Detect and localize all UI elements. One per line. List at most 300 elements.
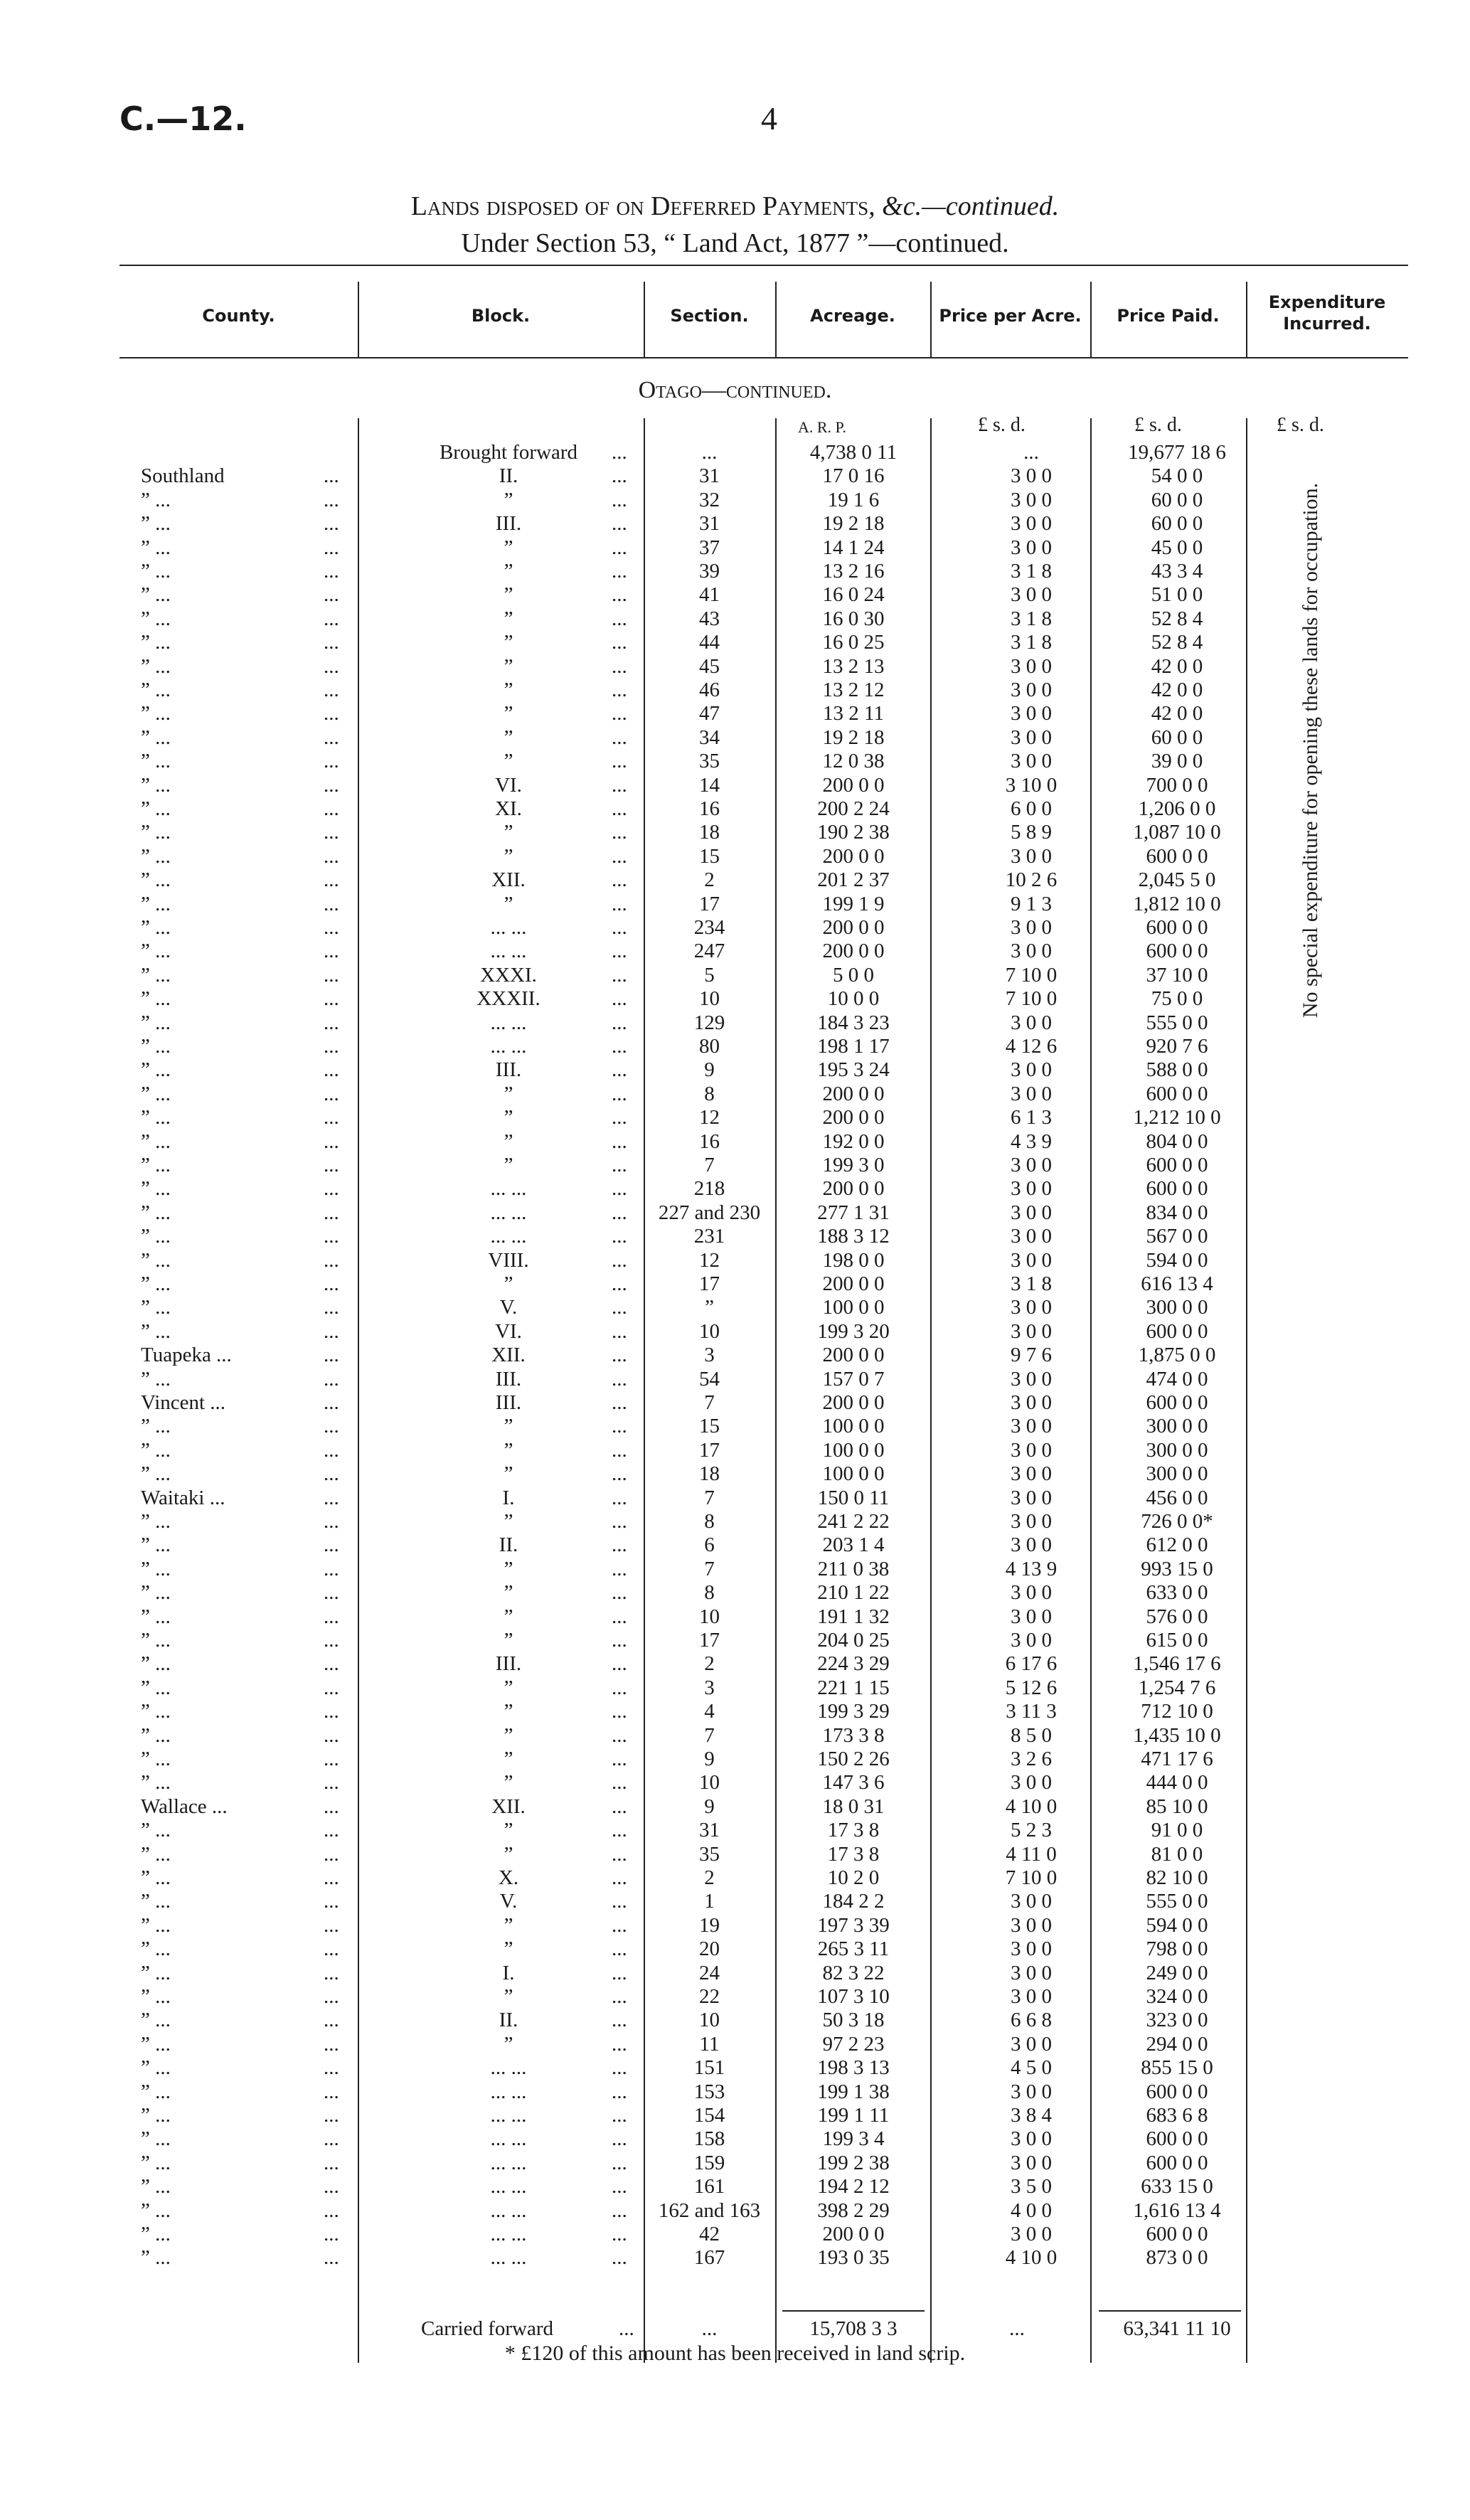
row-block-dots: ... [612,725,627,749]
row-price-per-acre: 3 0 0 [1011,679,1052,701]
row-county: ” ... [141,560,171,583]
row-price-paid: 567 0 0 [1146,1225,1208,1248]
row-block-dots: ... [612,1248,627,1272]
row-price-per-acre: 5 8 9 [1011,821,1052,844]
table-row [0,1700,1470,1724]
row-price-paid: 834 0 0 [1146,1201,1208,1224]
row-block-dots: ... [612,1177,627,1201]
row-price-per-acre: 3 0 0 [1011,1367,1052,1391]
row-block-dots: ... [612,560,627,583]
row-price-paid: 576 0 0 [1146,1605,1208,1628]
row-block-dots: ... [612,1723,627,1747]
row-price-per-acre: 3 0 0 [1011,464,1052,488]
row-acreage: 199 3 0 [822,1154,885,1176]
row-county: ” ... [141,844,171,868]
row-block: ” [504,702,513,725]
row-block: VI. [495,1319,522,1343]
row-price-per-acre: 3 1 8 [1011,607,1052,630]
row-price-paid: 600 0 0 [1146,2127,1208,2151]
row-county: ” ... [141,1771,171,1795]
row-block: ” [504,1676,513,1699]
row-section: 227 and 230 [658,1201,761,1224]
row-county: ” ... [141,1819,171,1842]
row-county-dots: ... [324,2199,339,2222]
row-block-dots: ... [612,844,627,868]
row-price-per-acre: 3 0 0 [1011,1486,1052,1509]
row-acreage: 191 1 32 [817,1605,890,1628]
row-section: 10 [699,1319,720,1343]
table-row [0,964,1470,988]
row-section: 17 [699,1272,720,1295]
table-row [0,1249,1470,1273]
row-county: ” ... [141,963,171,987]
table-title [0,191,1470,222]
row-section: 6 [704,1533,715,1557]
row-block: ” [504,679,513,701]
row-block-dots: ... [612,1676,627,1699]
row-price-per-acre: 3 0 0 [1011,1605,1052,1628]
row-county-dots: ... [324,1201,339,1224]
row-acreage: 211 0 38 [817,1557,890,1580]
row-acreage: 221 1 15 [817,1676,890,1699]
row-county: ” ... [141,1154,171,1176]
row-price-per-acre: 3 0 0 [1011,2127,1052,2151]
carried-forward-acreage: 15,708 3 3 [809,2317,898,2340]
row-price-per-acre: 3 0 0 [1011,1391,1052,1414]
row-acreage: 13 2 16 [822,560,885,583]
row-section: 32 [699,488,720,511]
row-block: XII. [491,868,526,892]
row-block-dots: ... [612,1866,627,1889]
row-block-dots: ... [612,2199,627,2222]
row-acreage: 17 3 8 [827,1819,880,1842]
row-block-dots: ... [612,2032,627,2056]
row-price-per-acre: 9 7 6 [1011,1344,1052,1367]
row-acreage: 190 2 38 [817,821,890,844]
row-county: Southland [141,464,225,488]
row-acreage: 197 3 39 [817,1913,890,1937]
row-county: ” ... [141,1533,171,1557]
row-section: 18 [699,821,720,844]
row-county: ” ... [141,607,171,630]
table-row [0,1819,1470,1843]
row-section: 47 [699,702,720,725]
row-county-dots: ... [324,1272,339,1295]
row-county: ” ... [141,1082,171,1105]
row-acreage: 16 0 25 [822,631,885,654]
row-county-dots: ... [324,1438,339,1462]
carried-forward-row [0,2317,1470,2341]
row-block-dots: ... [612,1629,627,1652]
row-block-dots: ... [612,1415,627,1438]
row-price-paid: 600 0 0 [1146,940,1208,963]
row-block-dots: ... [612,1581,627,1605]
row-county-dots: ... [324,1961,339,1984]
row-county: ” ... [141,868,171,892]
row-section: 2 [704,868,715,892]
row-price-per-acre: 3 1 8 [1011,1272,1052,1295]
row-county-dots: ... [324,1106,339,1129]
carried-forward-label: Carried forward [421,2317,553,2340]
row-county: ” ... [141,2009,171,2032]
table-row [0,464,1470,489]
row-price-paid: 612 0 0 [1146,1533,1208,1557]
row-acreage: 14 1 24 [822,536,885,559]
row-acreage: 200 2 24 [817,797,890,820]
row-block: ” [504,725,513,749]
row-block-dots: ... [612,2127,627,2151]
row-acreage: 200 0 0 [822,940,885,963]
row-county-dots: ... [324,1510,339,1533]
row-block: ... ... [490,1225,527,1248]
row-price-per-acre: 3 0 0 [1011,1771,1052,1795]
row-price-paid: 600 0 0 [1146,2151,1208,2174]
row-county-dots: ... [324,631,339,654]
row-block: XI. [495,797,522,820]
row-county-dots: ... [324,2175,339,2199]
row-price-per-acre: 3 11 3 [1006,1700,1057,1723]
row-price-per-acre: 3 0 0 [1011,1985,1052,2008]
document-reference: C.—12. [119,100,247,138]
row-price-per-acre: 3 2 6 [1011,1748,1052,1770]
row-county-dots: ... [324,2246,339,2270]
row-acreage: 200 0 0 [822,2223,885,2245]
row-acreage: 204 0 25 [817,1629,890,1652]
row-county-dots: ... [324,821,339,844]
row-block: V. [499,1890,518,1913]
row-block: III. [495,1391,522,1414]
row-county-dots: ... [324,583,339,607]
row-block: ... ... [490,2080,527,2103]
row-price-paid: 43 3 4 [1151,560,1203,583]
row-county-dots: ... [324,1819,339,1842]
row-block-dots: ... [612,631,627,654]
table-row [0,2009,1470,2033]
row-acreage: 200 0 0 [822,1082,885,1105]
header-bottom-rule [119,357,1408,358]
row-acreage: 200 0 0 [822,773,885,797]
row-block-dots: ... [612,868,627,892]
row-block: XII. [491,1344,526,1367]
row-acreage: 201 2 37 [817,868,890,892]
row-price-paid: 798 0 0 [1146,1937,1208,1961]
table-row [0,1225,1470,1249]
row-block: ” [504,1937,513,1961]
row-price-per-acre: 3 0 0 [1011,1154,1052,1176]
row-section: 11 [699,2032,720,2056]
row-block: ” [504,1462,513,1486]
row-price-per-acre: 3 0 0 [1011,1533,1052,1557]
row-county: ” ... [141,1367,171,1391]
row-block-dots: ... [612,750,627,773]
row-county-dots: ... [324,2223,339,2245]
row-county-dots: ... [324,750,339,773]
row-section: 17 [699,892,720,915]
row-county: ” ... [141,2246,171,2270]
row-section: ” [705,1296,714,1319]
row-county: ” ... [141,1937,171,1961]
row-county-dots: ... [324,2151,339,2174]
row-block: ” [504,1723,513,1747]
row-block-dots: ... [612,1795,627,1818]
row-county: ” ... [141,1201,171,1224]
row-county: Vincent ... [141,1391,226,1414]
row-county: ” ... [141,1296,171,1319]
row-county-dots: ... [324,892,339,915]
row-price-paid: 474 0 0 [1146,1367,1208,1391]
row-price-per-acre: 5 2 3 [1011,1819,1052,1842]
row-price-paid: 39 0 0 [1151,750,1203,773]
table-row [0,916,1470,940]
row-price-per-acre: 3 0 0 [1011,1415,1052,1438]
row-price-per-acre: 3 0 0 [1011,1890,1052,1913]
row-county: ” ... [141,679,171,701]
table-row [0,1724,1470,1748]
table-row [0,1083,1470,1107]
row-section: ... [701,441,718,464]
row-county-dots: ... [324,1581,339,1605]
row-price-per-acre: 3 0 0 [1011,1082,1052,1105]
row-county-dots: ... [324,1676,339,1699]
col-header-block: Block. [471,306,531,326]
row-price-paid: 294 0 0 [1146,2032,1208,2056]
row-acreage: 13 2 13 [822,654,885,678]
row-county-dots: ... [324,725,339,749]
row-block: II. [499,1533,518,1557]
table-row [0,2056,1470,2080]
row-county-dots: ... [324,1225,339,1248]
row-block-dots: ... [612,1344,627,1367]
row-county-dots: ... [324,987,339,1011]
row-price-paid: 1,616 13 4 [1133,2199,1221,2222]
row-block-dots: ... [612,2151,627,2174]
table-row [0,1652,1470,1676]
row-acreage: 200 0 0 [822,844,885,868]
row-county-dots: ... [324,679,339,701]
row-county: ” ... [141,1462,171,1486]
row-block: ” [504,1415,513,1438]
row-price-per-acre: 3 0 0 [1011,1011,1052,1034]
row-county-dots: ... [324,916,339,939]
row-county-dots: ... [324,1652,339,1676]
row-acreage: 150 0 11 [817,1486,890,1509]
table-row [0,679,1470,703]
row-acreage: 200 0 0 [822,1391,885,1414]
row-price-per-acre: 3 0 0 [1011,2223,1052,2245]
row-block: ” [504,1842,513,1866]
row-price-paid: 60 0 0 [1151,488,1203,511]
col-header-acreage: Acreage. [810,306,895,326]
row-block: ” [504,1557,513,1580]
row-block: VIII. [488,1248,529,1272]
row-section: 153 [693,2080,725,2103]
table-row [0,1154,1470,1178]
row-block: ” [504,1985,513,2008]
row-county: ” ... [141,940,171,963]
row-price-per-acre: 4 11 0 [1006,1842,1057,1866]
row-acreage: 10 0 0 [827,987,880,1011]
row-block: I. [502,1961,515,1984]
row-price-paid: 60 0 0 [1151,725,1203,749]
row-block-dots: ... [612,1367,627,1391]
row-price-paid: 600 0 0 [1146,844,1208,868]
row-price-per-acre: 4 3 9 [1011,1129,1052,1153]
row-price-paid: 82 10 0 [1146,1866,1208,1889]
table-row [0,1272,1470,1297]
table-row [0,1177,1470,1201]
row-price-per-acre: 7 10 0 [1005,987,1058,1011]
row-acreage: 198 1 17 [817,1035,890,1058]
total-rule-acreage [782,2310,925,2312]
row-county: ” ... [141,1842,171,1866]
table-row [0,1415,1470,1439]
row-county-dots: ... [324,1367,339,1391]
row-block: ... ... [490,1011,527,1034]
units-price-paid: £ s. d. [1134,414,1182,436]
row-section: 22 [699,1985,720,2008]
table-row [0,2033,1470,2057]
row-acreage: 5 0 0 [833,963,874,987]
row-acreage: 198 3 13 [817,2056,890,2080]
row-price-per-acre: 3 0 0 [1011,916,1052,939]
row-section: 34 [699,725,720,749]
row-county-dots: ... [324,1058,339,1082]
row-price-paid: 633 0 0 [1146,1581,1208,1605]
row-acreage: 50 3 18 [822,2009,885,2032]
row-section: 162 and 163 [658,2199,761,2222]
row-acreage: 100 0 0 [822,1438,885,1462]
row-county-dots: ... [324,1771,339,1795]
row-block-dots: ... [612,488,627,511]
row-block: ... ... [490,2199,527,2222]
row-section: 158 [693,2127,725,2151]
row-block-dots: ... [612,1225,627,1248]
row-price-paid: 42 0 0 [1151,654,1203,678]
row-block: III. [495,1058,522,1082]
row-section: 161 [693,2175,725,2199]
row-price-paid: 300 0 0 [1146,1296,1208,1319]
row-county-dots: ... [324,1605,339,1628]
row-acreage: 13 2 12 [822,679,885,701]
row-block-dots: ... [612,773,627,797]
row-block-dots: ... [612,1154,627,1176]
row-acreage: 265 3 11 [817,1937,890,1961]
row-block-dots: ... [612,2080,627,2103]
row-price-paid: 324 0 0 [1146,1985,1208,2008]
row-section: 17 [699,1629,720,1652]
row-price-paid: 1,206 0 0 [1138,797,1216,820]
row-county-dots: ... [324,1248,339,1272]
row-county: ” ... [141,797,171,820]
row-county-dots: ... [324,1748,339,1770]
row-county: ” ... [141,1035,171,1058]
row-county-dots: ... [324,512,339,536]
row-block-dots: ... [612,1533,627,1557]
row-county-dots: ... [324,1629,339,1652]
row-price-paid: 920 7 6 [1146,1035,1208,1058]
row-block-dots: ... [612,1201,627,1224]
row-county-dots: ... [324,1486,339,1509]
row-county: ” ... [141,987,171,1011]
row-county: ” ... [141,702,171,725]
table-row [0,1058,1470,1083]
row-block-dots: ... [612,1819,627,1842]
row-price-paid: 1,087 10 0 [1133,821,1221,844]
row-section: 10 [699,987,720,1011]
row-acreage: 277 1 31 [817,1201,890,1224]
row-price-per-acre: 5 12 6 [1005,1676,1058,1699]
table-row [0,1035,1470,1059]
row-block-dots: ... [612,1129,627,1153]
row-price-per-acre: 3 0 0 [1011,1177,1052,1201]
total-rule-price-paid [1099,2310,1241,2312]
table-row [0,893,1470,917]
row-block-dots: ... [612,797,627,820]
row-county-dots: ... [324,1890,339,1913]
row-block-dots: ... [612,1438,627,1462]
row-county-dots: ... [324,1842,339,1866]
title-continued: , &c.—continued. [868,191,1060,221]
row-price-paid: 75 0 0 [1151,987,1203,1011]
row-county: ” ... [141,1058,171,1082]
row-price-paid: 600 0 0 [1146,1319,1208,1343]
table-row [0,607,1470,632]
row-block-dots: ... [612,1961,627,1984]
row-block: ” [504,1771,513,1795]
table-row [0,987,1470,1011]
row-county-dots: ... [324,607,339,630]
row-county: ” ... [141,1011,171,1034]
row-price-per-acre: 3 0 0 [1011,1201,1052,1224]
table-row [0,1344,1470,1368]
row-price-per-acre: 4 5 0 [1011,2056,1052,2080]
row-section: 234 [693,916,725,939]
table-row [0,512,1470,536]
row-section: 31 [699,1819,720,1842]
row-price-paid: 683 6 8 [1146,2104,1208,2127]
row-price-paid: 51 0 0 [1151,583,1203,607]
row-price-paid: 555 0 0 [1146,1890,1208,1913]
page-number: 4 [761,100,777,137]
row-block-dots: ... [612,1985,627,2008]
table-row [0,2175,1470,2199]
table-row [0,1771,1470,1795]
row-section: 24 [699,1961,720,1984]
row-block-dots: ... [612,1058,627,1082]
row-price-per-acre: 3 0 0 [1011,1058,1052,1082]
row-section: 45 [699,654,720,678]
row-price-per-acre: 3 8 4 [1011,2104,1052,2127]
table-row [0,821,1470,845]
row-acreage: 184 3 23 [817,1011,890,1034]
row-price-per-acre: 6 0 0 [1011,797,1052,820]
row-county: ” ... [141,512,171,536]
row-section: 7 [704,1391,715,1414]
row-acreage: 200 0 0 [822,1177,885,1201]
row-block: ” [504,844,513,868]
row-section: 7 [704,1486,715,1509]
row-section: 19 [699,1913,720,1937]
row-block-dots: ... [612,441,627,464]
row-county-dots: ... [324,1319,339,1343]
row-price-paid: 45 0 0 [1151,536,1203,559]
row-section: 8 [704,1082,715,1105]
row-price-per-acre: 3 0 0 [1011,725,1052,749]
row-county-dots: ... [324,1985,339,2008]
row-county: ” ... [141,1676,171,1699]
row-block: ” [504,1819,513,1842]
row-acreage: 199 1 11 [817,2104,890,2127]
